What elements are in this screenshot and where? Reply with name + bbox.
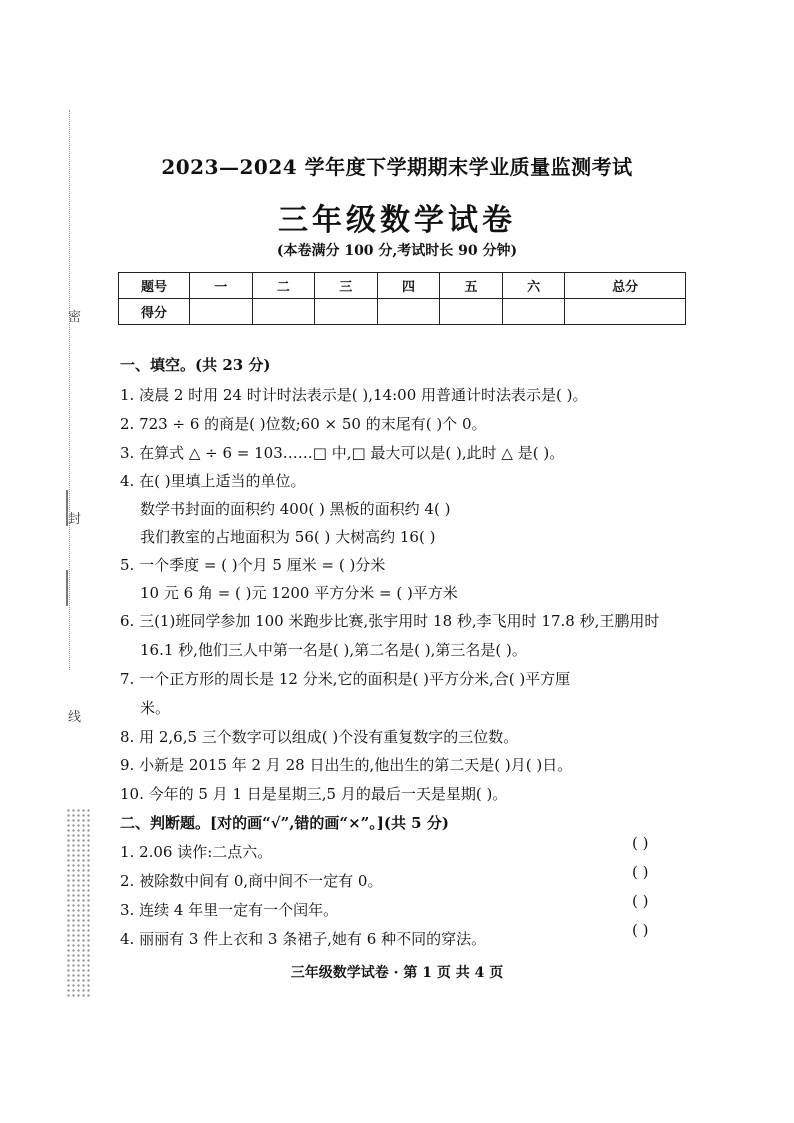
score-table-score-row <box>119 299 686 325</box>
judgement-item: 1. 2.06 读作:二点六。 <box>120 843 273 861</box>
section-title: 一、填空。(共 23 分) <box>120 356 271 374</box>
score-entry-cell[interactable] <box>565 299 686 325</box>
question-line: 2. 723 ÷ 6 的商是( )位数;60 × 50 的末尾有( )个 0。 <box>120 415 487 433</box>
answer-bracket[interactable]: ( ) <box>632 863 649 881</box>
answer-bracket[interactable]: ( ) <box>632 921 649 939</box>
score-entry-cell[interactable] <box>377 299 440 325</box>
margin-line-char: 线 <box>68 710 82 725</box>
question-line: 我们教室的占地面积为 56( ) 大树高约 16( ) <box>140 528 436 546</box>
question-line: 7. 一个正方形的周长是 12 分米,它的面积是( )平方分米,合( )平方厘 <box>120 670 571 688</box>
score-cell: 总分 <box>565 273 686 299</box>
dotted-binding-line <box>69 110 70 670</box>
score-cell: 五 <box>440 273 503 299</box>
judgement-item: 4. 丽丽有 3 件上衣和 3 条裙子,她有 6 种不同的穿法。 <box>120 930 487 948</box>
question-line: 5. 一个季度 = ( )个月 5 厘米 = ( )分米 <box>120 556 386 574</box>
answer-bracket[interactable]: ( ) <box>632 892 649 910</box>
question-line: 3. 在算式 △ ÷ 6 = 103……□ 中,□ 最大可以是( ),此时 △ 是( )。 <box>120 444 565 462</box>
score-cell: 六 <box>502 273 565 299</box>
score-cell: 四 <box>377 273 440 299</box>
answer-bracket[interactable]: ( ) <box>632 834 649 852</box>
question-line: 16.1 秒,他们三人中第一名是( ),第二名是( ),第三名是( )。 <box>140 641 527 659</box>
section-title: 二、判断题。[对的画“√”,错的画“×”。](共 5 分) <box>120 814 449 832</box>
question-line: 4. 在( )里填上适当的单位。 <box>120 472 306 490</box>
question-line: 10 元 6 角 = ( )元 1200 平方分米 = ( )平方米 <box>140 584 458 602</box>
question-line: 1. 凌晨 2 时用 24 时计时法表示是( ),14:00 用普通计时法表示是( )。 <box>120 386 588 404</box>
margin-mark-top: 密 <box>68 310 82 325</box>
page-footer: 三年级数学试卷 · 第 1 页 共 4 页 <box>290 965 504 981</box>
margin-tick <box>66 570 68 606</box>
score-entry-cell[interactable] <box>440 299 503 325</box>
question-line: 8. 用 2,6,5 三个数字可以组成( )个没有重复数字的三位数。 <box>120 728 519 746</box>
score-cell: 一 <box>190 273 253 299</box>
paper-subtitle: 三年级数学试卷 <box>278 203 516 238</box>
score-cell: 得分 <box>119 299 190 325</box>
score-table-header-row <box>119 273 686 299</box>
question-line: 10. 今年的 5 月 1 日是星期三,5 月的最后一天是星期( )。 <box>120 785 508 803</box>
score-table <box>118 272 686 325</box>
score-entry-cell[interactable] <box>315 299 378 325</box>
exam-note: (本卷满分 100 分,考试时长 90 分钟) <box>276 243 518 259</box>
question-line: 6. 三(1)班同学参加 100 米跑步比赛,张宇用时 18 秒,李飞用时 17.8 秒,王鹏用时 <box>120 612 660 630</box>
score-cell: 三 <box>315 273 378 299</box>
judgement-item: 2. 被除数中间有 0,商中间不一定有 0。 <box>120 872 383 890</box>
question-line: 米。 <box>140 699 171 717</box>
judgement-item: 3. 连续 4 年里一定有一个闰年。 <box>120 901 339 919</box>
score-cell: 题号 <box>119 273 190 299</box>
score-cell: 二 <box>252 273 315 299</box>
margin-seal-char: 封 <box>68 512 82 527</box>
score-entry-cell[interactable] <box>502 299 565 325</box>
question-line: 数学书封面的面积约 400( ) 黑板的面积约 4( ) <box>140 500 451 518</box>
exam-title: 2023—2024 学年度下学期期末学业质量监测考试 <box>161 155 633 179</box>
score-entry-cell[interactable] <box>190 299 253 325</box>
score-entry-cell[interactable] <box>252 299 315 325</box>
question-line: 9. 小新是 2015 年 2 月 28 日出生的,他出生的第二天是( )月( )日。 <box>120 756 573 774</box>
